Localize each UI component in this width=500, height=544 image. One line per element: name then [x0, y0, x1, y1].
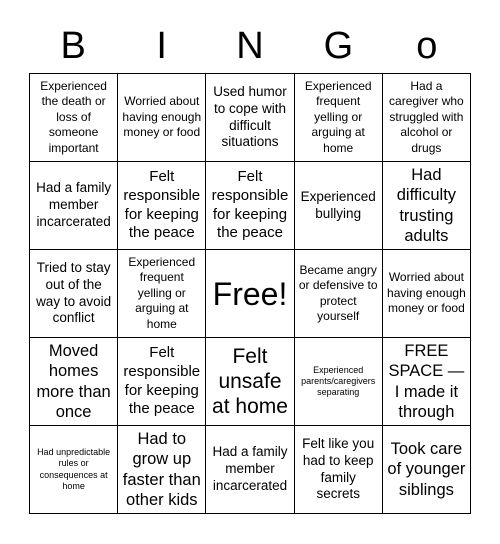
bingo-cell-5-1[interactable]: Had unpredictable rules or consequences at home [30, 426, 118, 514]
header-letter-b: B [60, 25, 86, 67]
bingo-header [29, 20, 471, 72]
header-letter-i: I [156, 25, 167, 67]
bingo-cell-2-5[interactable]: Had difficulty trusting adults [383, 162, 471, 250]
bingo-cell-1-5[interactable]: Had a caregiver who struggled with alcohol or drugs [383, 74, 471, 162]
header-letter-o: o [416, 25, 438, 67]
bingo-cell-3-2[interactable]: Experienced frequent yelling or arguing at home [118, 250, 206, 338]
bingo-cell-5-3[interactable]: Had a family member incarcerated [206, 426, 294, 514]
bingo-cell-2-3[interactable]: Felt responsible for keeping the peace [206, 162, 294, 250]
bingo-cell-3-4[interactable]: Became angry or defensive to protect yourself [295, 250, 383, 338]
bingo-cell-5-4[interactable]: Felt like you had to keep family secrets [295, 426, 383, 514]
bingo-cell-4-1[interactable]: Moved homes more than once [30, 338, 118, 426]
bingo-cell-1-2[interactable]: Worried about having enough money or food [118, 74, 206, 162]
bingo-cell-2-4[interactable]: Experienced bullying [295, 162, 383, 250]
bingo-cell-2-1[interactable]: Had a family member incarcerated [30, 162, 118, 250]
bingo-cell-3-5[interactable]: Worried about having enough money or food [383, 250, 471, 338]
bingo-cell-5-5[interactable]: Took care of younger siblings [383, 426, 471, 514]
header-letter-n: N [236, 25, 264, 67]
bingo-card-grid [29, 73, 471, 514]
header-letter-g: G [323, 25, 354, 67]
bingo-cell-4-3[interactable]: Felt unsafe at home [206, 338, 294, 426]
bingo-cell-1-4[interactable]: Experienced frequent yelling or arguing at home [295, 74, 383, 162]
bingo-cell-4-5[interactable]: FREE SPACE — I made it through [383, 338, 471, 426]
bingo-cell-3-1[interactable]: Tried to stay out of the way to avoid conflict [30, 250, 118, 338]
bingo-cell-1-3[interactable]: Used humor to cope with difficult situations [206, 74, 294, 162]
bingo-cell-2-2[interactable]: Felt responsible for keeping the peace [118, 162, 206, 250]
bingo-cell-4-4[interactable]: Experienced parents/caregivers separating [295, 338, 383, 426]
bingo-cell-free-center[interactable]: Free! [206, 250, 294, 338]
bingo-cell-1-1[interactable]: Experienced the death or loss of someone important [30, 74, 118, 162]
bingo-cell-4-2[interactable]: Felt responsible for keeping the peace [118, 338, 206, 426]
bingo-cell-5-2[interactable]: Had to grow up faster than other kids [118, 426, 206, 514]
